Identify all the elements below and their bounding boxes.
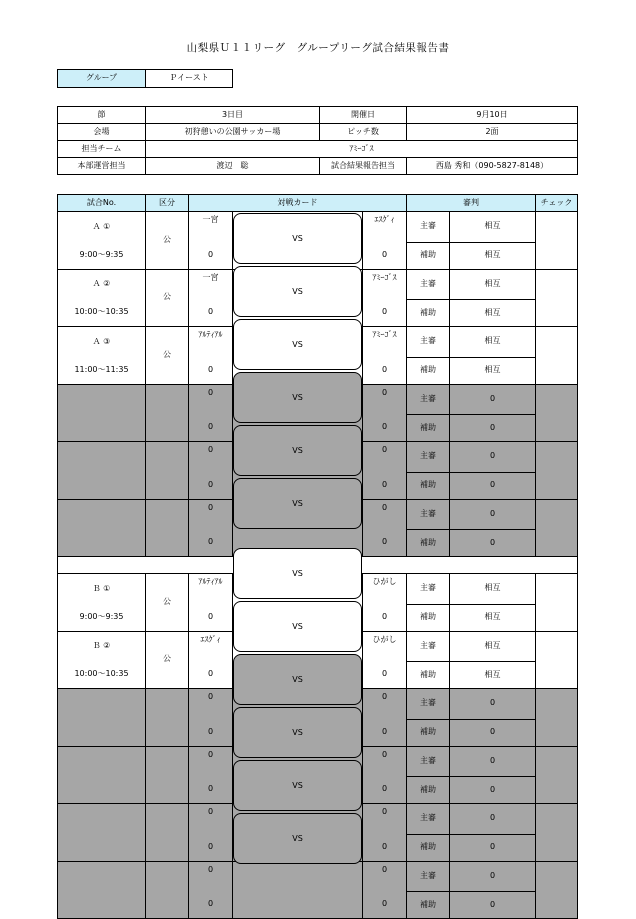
page-title: 山梨県Ｕ１１リーグ グループリーグ試合結果報告書 bbox=[186, 42, 450, 54]
home-team[interactable]: 0 bbox=[189, 861, 233, 892]
assist-ref-label: 補助 bbox=[407, 472, 450, 499]
vs-label: VS bbox=[233, 707, 362, 758]
assist-ref-label: 補助 bbox=[407, 604, 450, 631]
main-ref-label: 主審 bbox=[407, 212, 450, 243]
check-cell[interactable] bbox=[536, 442, 578, 500]
assist-ref-label: 補助 bbox=[407, 415, 450, 442]
home-team[interactable]: 0 bbox=[189, 499, 233, 530]
home-team[interactable]: 一宮 bbox=[189, 212, 233, 243]
main-ref-label: 主審 bbox=[407, 327, 450, 358]
match-no bbox=[58, 442, 146, 473]
match-no bbox=[58, 861, 146, 892]
match-row bbox=[58, 861, 578, 892]
assist-ref-value[interactable]: 相互 bbox=[450, 662, 536, 689]
away-score[interactable]: 0 bbox=[363, 719, 407, 746]
date-value[interactable]: 9月10日 bbox=[407, 107, 578, 124]
match-time bbox=[58, 530, 146, 557]
match-kubun bbox=[146, 746, 189, 804]
check-cell[interactable] bbox=[536, 689, 578, 747]
main-ref-value[interactable]: 0 bbox=[450, 384, 536, 415]
away-score[interactable]: 0 bbox=[363, 300, 407, 327]
match-results-table bbox=[57, 194, 577, 909]
pitch-value[interactable]: 2面 bbox=[407, 124, 578, 141]
assist-ref-value[interactable]: 0 bbox=[450, 415, 536, 442]
away-team[interactable]: 0 bbox=[363, 384, 407, 415]
assist-ref-label: 補助 bbox=[407, 892, 450, 919]
away-score[interactable]: 0 bbox=[363, 415, 407, 442]
vs-label: VS bbox=[233, 813, 362, 864]
away-score[interactable]: 0 bbox=[363, 604, 407, 631]
match-kubun bbox=[146, 804, 189, 862]
vs-label: VS bbox=[233, 319, 362, 370]
match-kubun bbox=[146, 384, 189, 442]
vs-label: VS bbox=[233, 654, 362, 705]
assist-ref-label: 補助 bbox=[407, 662, 450, 689]
match-kubun bbox=[146, 689, 189, 747]
main-ref-value[interactable]: 0 bbox=[450, 861, 536, 892]
main-ref-label: 主審 bbox=[407, 269, 450, 300]
match-time bbox=[58, 472, 146, 499]
match-time bbox=[58, 777, 146, 804]
main-ref-value[interactable]: 相互 bbox=[450, 631, 536, 662]
home-score[interactable]: 0 bbox=[189, 530, 233, 557]
check-cell[interactable] bbox=[536, 746, 578, 804]
match-no bbox=[58, 746, 146, 777]
main-ref-label: 主審 bbox=[407, 631, 450, 662]
team-label: 担当チーム bbox=[58, 141, 146, 158]
home-score[interactable]: 0 bbox=[189, 242, 233, 269]
match-no bbox=[58, 384, 146, 415]
away-team[interactable]: 0 bbox=[363, 689, 407, 720]
assist-ref-value[interactable]: 0 bbox=[450, 719, 536, 746]
home-score[interactable]: 0 bbox=[189, 719, 233, 746]
header-check: チェック bbox=[536, 195, 578, 212]
check-cell[interactable] bbox=[536, 804, 578, 862]
hq-value[interactable]: 渡辺 聡 bbox=[146, 158, 320, 175]
main-ref-value[interactable]: 0 bbox=[450, 804, 536, 835]
main-ref-label: 主審 bbox=[407, 574, 450, 605]
home-score[interactable]: 0 bbox=[189, 662, 233, 689]
vs-label: VS bbox=[233, 548, 362, 599]
info-table bbox=[57, 106, 578, 175]
check-cell[interactable] bbox=[536, 631, 578, 689]
group-label: グループ bbox=[58, 70, 146, 88]
away-score[interactable]: 0 bbox=[363, 662, 407, 689]
assist-ref-value[interactable]: 0 bbox=[450, 892, 536, 919]
venue-value[interactable]: 初狩憩いの公園サッカー場 bbox=[146, 124, 320, 141]
home-score[interactable]: 0 bbox=[189, 300, 233, 327]
match-no bbox=[58, 689, 146, 720]
group-value[interactable]: Ｐイースト bbox=[146, 70, 233, 88]
assist-ref-label: 補助 bbox=[407, 719, 450, 746]
group-table bbox=[57, 69, 233, 88]
check-cell[interactable] bbox=[536, 574, 578, 632]
match-kubun: 公 bbox=[146, 631, 189, 689]
assist-ref-value[interactable]: 相互 bbox=[450, 604, 536, 631]
away-team[interactable]: 0 bbox=[363, 499, 407, 530]
assist-ref-label: 補助 bbox=[407, 357, 450, 384]
main-ref-label: 主審 bbox=[407, 499, 450, 530]
away-team[interactable]: ひがし bbox=[363, 631, 407, 662]
header-match-no: 試合No. bbox=[58, 195, 146, 212]
away-team[interactable]: ｱﾐｰｺﾞｽ bbox=[363, 269, 407, 300]
match-time bbox=[58, 834, 146, 861]
home-team[interactable]: 0 bbox=[189, 746, 233, 777]
away-team[interactable]: 0 bbox=[363, 804, 407, 835]
main-ref-value[interactable]: 0 bbox=[450, 442, 536, 473]
vs-label: VS bbox=[233, 760, 362, 811]
assist-ref-value[interactable]: 相互 bbox=[450, 300, 536, 327]
away-score[interactable]: 0 bbox=[363, 472, 407, 499]
home-team[interactable]: 0 bbox=[189, 384, 233, 415]
away-score[interactable]: 0 bbox=[363, 530, 407, 557]
setsu-value[interactable]: 3日目 bbox=[146, 107, 320, 124]
main-ref-value[interactable]: 相互 bbox=[450, 212, 536, 243]
assist-ref-label: 補助 bbox=[407, 834, 450, 861]
main-ref-label: 主審 bbox=[407, 746, 450, 777]
match-no bbox=[58, 804, 146, 835]
assist-ref-value[interactable]: 0 bbox=[450, 530, 536, 557]
check-cell[interactable] bbox=[536, 212, 578, 270]
check-cell[interactable] bbox=[536, 384, 578, 442]
team-value[interactable]: ｱﾐｰｺﾞｽ bbox=[146, 141, 578, 158]
assist-ref-label: 補助 bbox=[407, 242, 450, 269]
match-time: 10:00～10:35 bbox=[58, 662, 146, 689]
assist-ref-value[interactable]: 0 bbox=[450, 834, 536, 861]
vs-label: VS bbox=[233, 213, 362, 264]
main-ref-label: 主審 bbox=[407, 384, 450, 415]
assist-ref-value[interactable]: 0 bbox=[450, 777, 536, 804]
match-time: 11:00～11:35 bbox=[58, 357, 146, 384]
match-kubun bbox=[146, 442, 189, 500]
vs-cell bbox=[233, 861, 363, 919]
match-kubun bbox=[146, 861, 189, 919]
date-label: 開催日 bbox=[320, 107, 407, 124]
header-card: 対戦カード bbox=[189, 195, 407, 212]
main-ref-label: 主審 bbox=[407, 442, 450, 473]
hq-label: 本部運営担当 bbox=[58, 158, 146, 175]
away-team[interactable]: ひがし bbox=[363, 574, 407, 605]
assist-ref-value[interactable]: 相互 bbox=[450, 242, 536, 269]
home-score[interactable]: 0 bbox=[189, 777, 233, 804]
main-ref-value[interactable]: 0 bbox=[450, 746, 536, 777]
check-cell[interactable] bbox=[536, 861, 578, 919]
match-no: Ｂ ① bbox=[58, 574, 146, 605]
match-time: 9:00～9:35 bbox=[58, 242, 146, 269]
setsu-label: 節 bbox=[58, 107, 146, 124]
match-kubun: 公 bbox=[146, 327, 189, 385]
vs-label: VS bbox=[233, 372, 362, 423]
vs-label: VS bbox=[233, 601, 362, 652]
check-cell[interactable] bbox=[536, 327, 578, 385]
home-score[interactable]: 0 bbox=[189, 604, 233, 631]
vs-label: VS bbox=[233, 425, 362, 476]
home-score[interactable]: 0 bbox=[189, 892, 233, 919]
match-kubun bbox=[146, 499, 189, 557]
match-time bbox=[58, 892, 146, 919]
away-team[interactable]: 0 bbox=[363, 861, 407, 892]
check-cell[interactable] bbox=[536, 269, 578, 327]
home-score[interactable]: 0 bbox=[189, 357, 233, 384]
match-time bbox=[58, 415, 146, 442]
home-team[interactable]: ｱﾙﾃｨｱﾙ bbox=[189, 574, 233, 605]
home-score[interactable]: 0 bbox=[189, 472, 233, 499]
match-kubun: 公 bbox=[146, 269, 189, 327]
away-team[interactable]: ｱﾐｰｺﾞｽ bbox=[363, 327, 407, 358]
home-team[interactable]: ｴｽｸﾞｨ bbox=[189, 631, 233, 662]
away-score[interactable]: 0 bbox=[363, 834, 407, 861]
away-team[interactable]: ｴｽｸﾞｨ bbox=[363, 212, 407, 243]
match-no: Ａ ① bbox=[58, 212, 146, 243]
main-ref-label: 主審 bbox=[407, 861, 450, 892]
assist-ref-label: 補助 bbox=[407, 300, 450, 327]
away-score[interactable]: 0 bbox=[363, 242, 407, 269]
vs-label: VS bbox=[233, 478, 362, 529]
assist-ref-label: 補助 bbox=[407, 777, 450, 804]
main-ref-label: 主審 bbox=[407, 804, 450, 835]
home-score[interactable]: 0 bbox=[189, 834, 233, 861]
home-team[interactable]: 0 bbox=[189, 442, 233, 473]
assist-ref-value[interactable]: 相互 bbox=[450, 357, 536, 384]
assist-ref-value[interactable]: 0 bbox=[450, 472, 536, 499]
report-label: 試合結果報告担当 bbox=[320, 158, 407, 175]
assist-ref-label: 補助 bbox=[407, 530, 450, 557]
vs-label: VS bbox=[233, 266, 362, 317]
match-no: Ａ ③ bbox=[58, 327, 146, 358]
match-time: 10:00～10:35 bbox=[58, 300, 146, 327]
match-kubun: 公 bbox=[146, 574, 189, 632]
match-time bbox=[58, 719, 146, 746]
main-ref-label: 主審 bbox=[407, 689, 450, 720]
main-ref-value[interactable]: 相互 bbox=[450, 269, 536, 300]
away-team[interactable]: 0 bbox=[363, 746, 407, 777]
pitch-label: ピッチ数 bbox=[320, 124, 407, 141]
main-ref-value[interactable]: 相互 bbox=[450, 327, 536, 358]
match-kubun: 公 bbox=[146, 212, 189, 270]
away-score[interactable]: 0 bbox=[363, 777, 407, 804]
check-cell[interactable] bbox=[536, 499, 578, 557]
main-ref-value[interactable]: 0 bbox=[450, 499, 536, 530]
home-team[interactable]: 一宮 bbox=[189, 269, 233, 300]
header-kubun: 区分 bbox=[146, 195, 189, 212]
away-score[interactable]: 0 bbox=[363, 892, 407, 919]
match-no bbox=[58, 499, 146, 530]
report-value[interactable]: 西島 秀和（090-5827-8148） bbox=[407, 158, 578, 175]
home-team[interactable]: 0 bbox=[189, 689, 233, 720]
match-no: Ａ ② bbox=[58, 269, 146, 300]
home-team[interactable]: ｱﾙﾃｨｱﾙ bbox=[189, 327, 233, 358]
away-team[interactable]: 0 bbox=[363, 442, 407, 473]
home-team[interactable]: 0 bbox=[189, 804, 233, 835]
match-time: 9:00～9:35 bbox=[58, 604, 146, 631]
header-referee: 審判 bbox=[407, 195, 536, 212]
main-ref-value[interactable]: 0 bbox=[450, 689, 536, 720]
away-score[interactable]: 0 bbox=[363, 357, 407, 384]
match-no: Ｂ ② bbox=[58, 631, 146, 662]
home-score[interactable]: 0 bbox=[189, 415, 233, 442]
venue-label: 会場 bbox=[58, 124, 146, 141]
main-ref-value[interactable]: 相互 bbox=[450, 574, 536, 605]
